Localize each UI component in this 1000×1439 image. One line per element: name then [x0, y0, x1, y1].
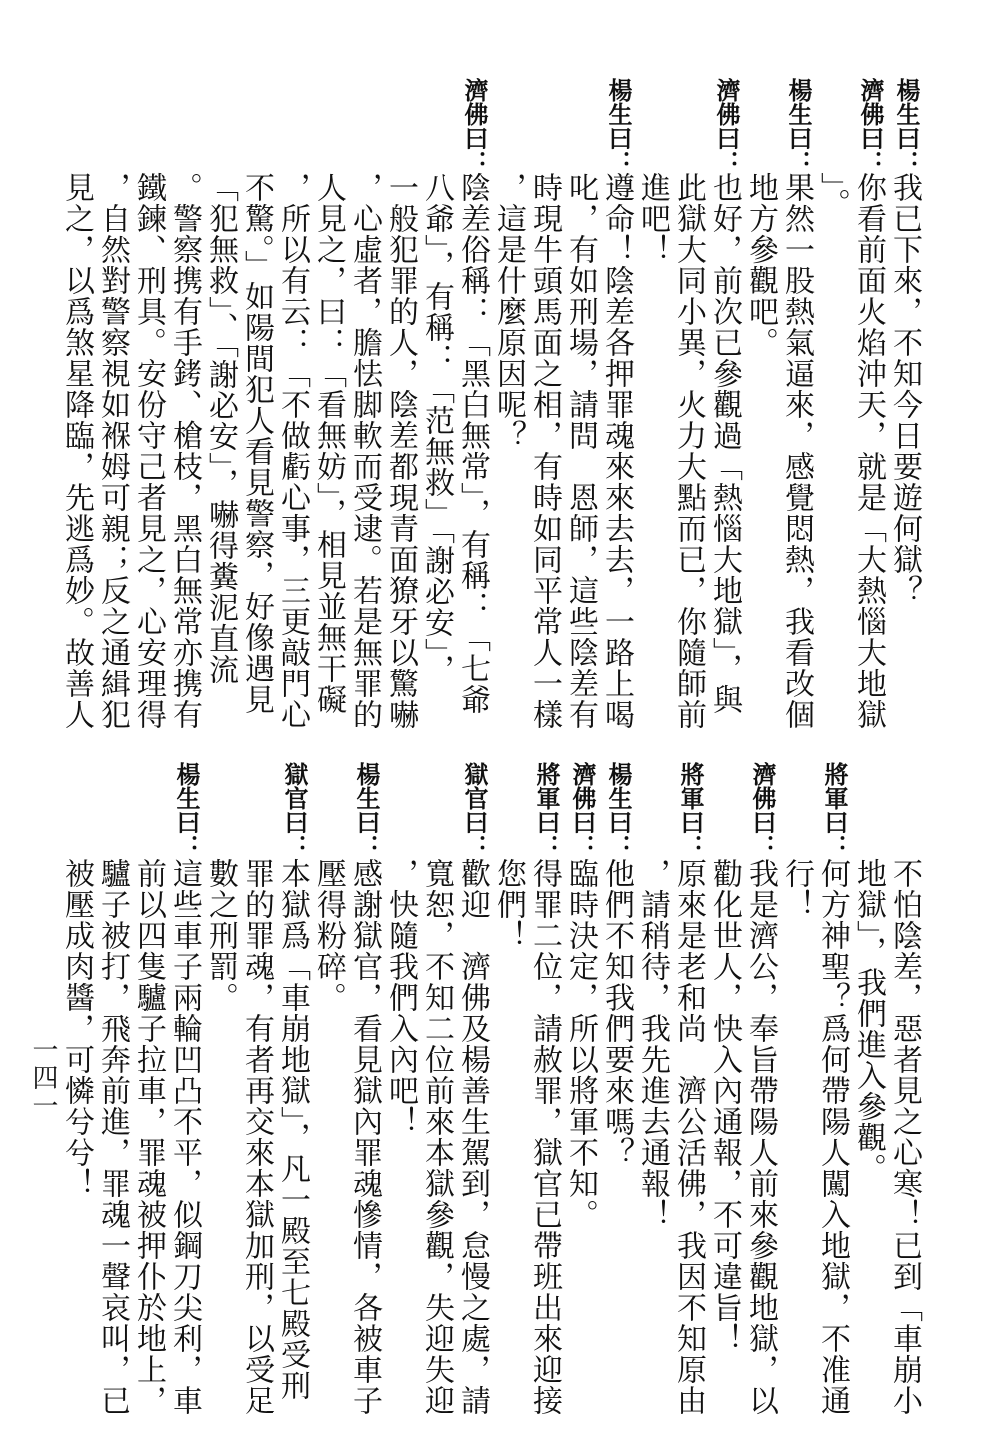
text-line: ，心虛者，膽怯脚軟而受逮。若是無罪的 — [347, 172, 382, 730]
text-line: 本獄爲「車崩地獄」，凡一殿至七殿受刑 — [275, 858, 310, 1401]
text-line: ，這是什麼原因呢？ — [491, 172, 526, 451]
speaker-label: 將軍曰： — [532, 762, 561, 858]
text-line: 這些車子兩輪凹凸不平，似鋼刀尖利，車 — [167, 858, 202, 1416]
text-line: 」。 — [815, 172, 850, 219]
text-line: 果然一股熱氣逼來，感覺悶熱，我看改個 — [779, 172, 814, 730]
text-line: 歡迎 濟佛及楊善生駕到，怠慢之處，請 — [455, 858, 490, 1416]
text-line: 臨時決定，所以將軍不知。 — [563, 858, 598, 1230]
text-line: 我已下來，不知今日要遊何獄？ — [887, 172, 922, 606]
text-line: 人見之，曰：「看無妨」，相見並無干礙 — [311, 172, 346, 715]
text-line: 他們不知我們要來嗎？ — [599, 858, 634, 1168]
speaker-label: 濟佛曰： — [712, 78, 741, 174]
speaker-label: 獄官曰： — [460, 762, 489, 858]
text-line: 您們！ — [491, 858, 526, 951]
text-line: 前以四隻驢子拉車，罪魂被押仆於地上， — [131, 858, 166, 1416]
text-line: 壓得粉碎。 — [311, 858, 346, 1013]
text-line: 你看前面火焰沖天，就是「大熱惱大地獄 — [851, 172, 886, 730]
speaker-label: 將軍曰： — [820, 762, 849, 858]
speaker-label: 楊生曰： — [604, 762, 633, 858]
speaker-label: 楊生曰： — [172, 762, 201, 858]
speaker-label: 楊生曰： — [352, 762, 381, 858]
text-line: 罪的罪魂，有者再交來本獄加刑，以受足 — [239, 858, 274, 1416]
speaker-label: 楊生曰： — [784, 78, 813, 174]
text-line: 不怕陰差，惡者見之心寒！已到「車崩小 — [887, 858, 922, 1416]
text-line: 得罪二位，請赦罪，獄官已帶班出來迎接 — [527, 858, 562, 1416]
text-line: 時現牛頭馬面之相，有時如同平常人一樣 — [527, 172, 562, 730]
text-line: ，請稍待，我先進去通報！ — [635, 858, 670, 1230]
speaker-label: 濟佛曰： — [460, 78, 489, 174]
text-line: 驢子被打，飛奔前進，罪魂一聲哀叫，已 — [95, 858, 130, 1416]
speaker-label: 楊生曰： — [604, 78, 633, 174]
speaker-label: 獄官曰： — [280, 762, 309, 858]
text-line: 叱，有如刑場，請問 恩師，這些陰差有 — [563, 172, 598, 730]
text-line: 感謝獄官，看見獄內罪魂慘情，各被車子 — [347, 858, 382, 1416]
text-line: 原來是老和尚 濟公活佛，我因不知原由 — [671, 858, 706, 1416]
text-line: 我是濟公，奉旨帶陽人前來參觀地獄，以 — [743, 858, 778, 1416]
text-line: 何方神聖？爲何帶陽人闖入地獄，不准通 — [815, 858, 850, 1416]
page-number: 一四一 — [28, 1036, 58, 1120]
text-line: 見之，以爲煞星降臨，先逃爲妙。故善人 — [59, 172, 94, 730]
text-line: 一般犯罪的人，陰差都現青面獠牙以驚嚇 — [383, 172, 418, 730]
text-line: 被壓成肉醬，可憐兮兮！ — [59, 858, 94, 1199]
text-line: ，快隨我們入內吧！ — [383, 858, 418, 1137]
text-line: 。警察携有手銬、槍枝，黑白無常亦携有 — [167, 172, 202, 730]
text-line: 陰差俗稱：「黑白無常」，有稱：「七爺 — [455, 172, 490, 715]
text-line: 數之刑罰。 — [203, 858, 238, 1013]
text-line: 行！ — [779, 858, 814, 920]
text-line: 八爺」，有稱：「范無救」「謝必安」， — [419, 172, 454, 685]
text-line: 此獄大同小異，火力大點而已，你隨師前 — [671, 172, 706, 730]
text-line: 地獄」，我們進入參觀。 — [851, 858, 886, 1184]
text-line: ，所以有云：「不做虧心事，三更敲門心 — [275, 172, 310, 730]
text-line: 勸化世人，快入內通報，不可違旨！ — [707, 858, 742, 1354]
text-line: 「犯無救」、「謝必安」，嚇得糞泥直流 — [203, 172, 238, 685]
text-line: ，自然對警察視如褓姆可親；反之通緝犯 — [95, 172, 130, 730]
speaker-label: 將軍曰： — [676, 762, 705, 858]
text-line: 不驚。」如陽間犯人看見警察，好像遇見 — [239, 172, 274, 715]
speaker-label: 濟佛曰： — [748, 762, 777, 858]
text-line: 地方參觀吧。 — [743, 172, 778, 358]
speaker-label: 濟佛曰： — [568, 762, 597, 858]
text-line: 也好，前次已參觀過「熱惱大地獄」，與 — [707, 172, 742, 715]
text-line: 遵命！陰差各押罪魂來來去去，一路上喝 — [599, 172, 634, 730]
speaker-label: 濟佛曰： — [856, 78, 885, 174]
text-line: 進吧！ — [635, 172, 670, 265]
text-line: 寬恕，不知二位前來本獄參觀，失迎失迎 — [419, 858, 454, 1416]
speaker-label: 楊生曰： — [892, 78, 921, 174]
text-line: 鐵鍊、刑具。安份守己者見之，心安理得 — [131, 172, 166, 730]
